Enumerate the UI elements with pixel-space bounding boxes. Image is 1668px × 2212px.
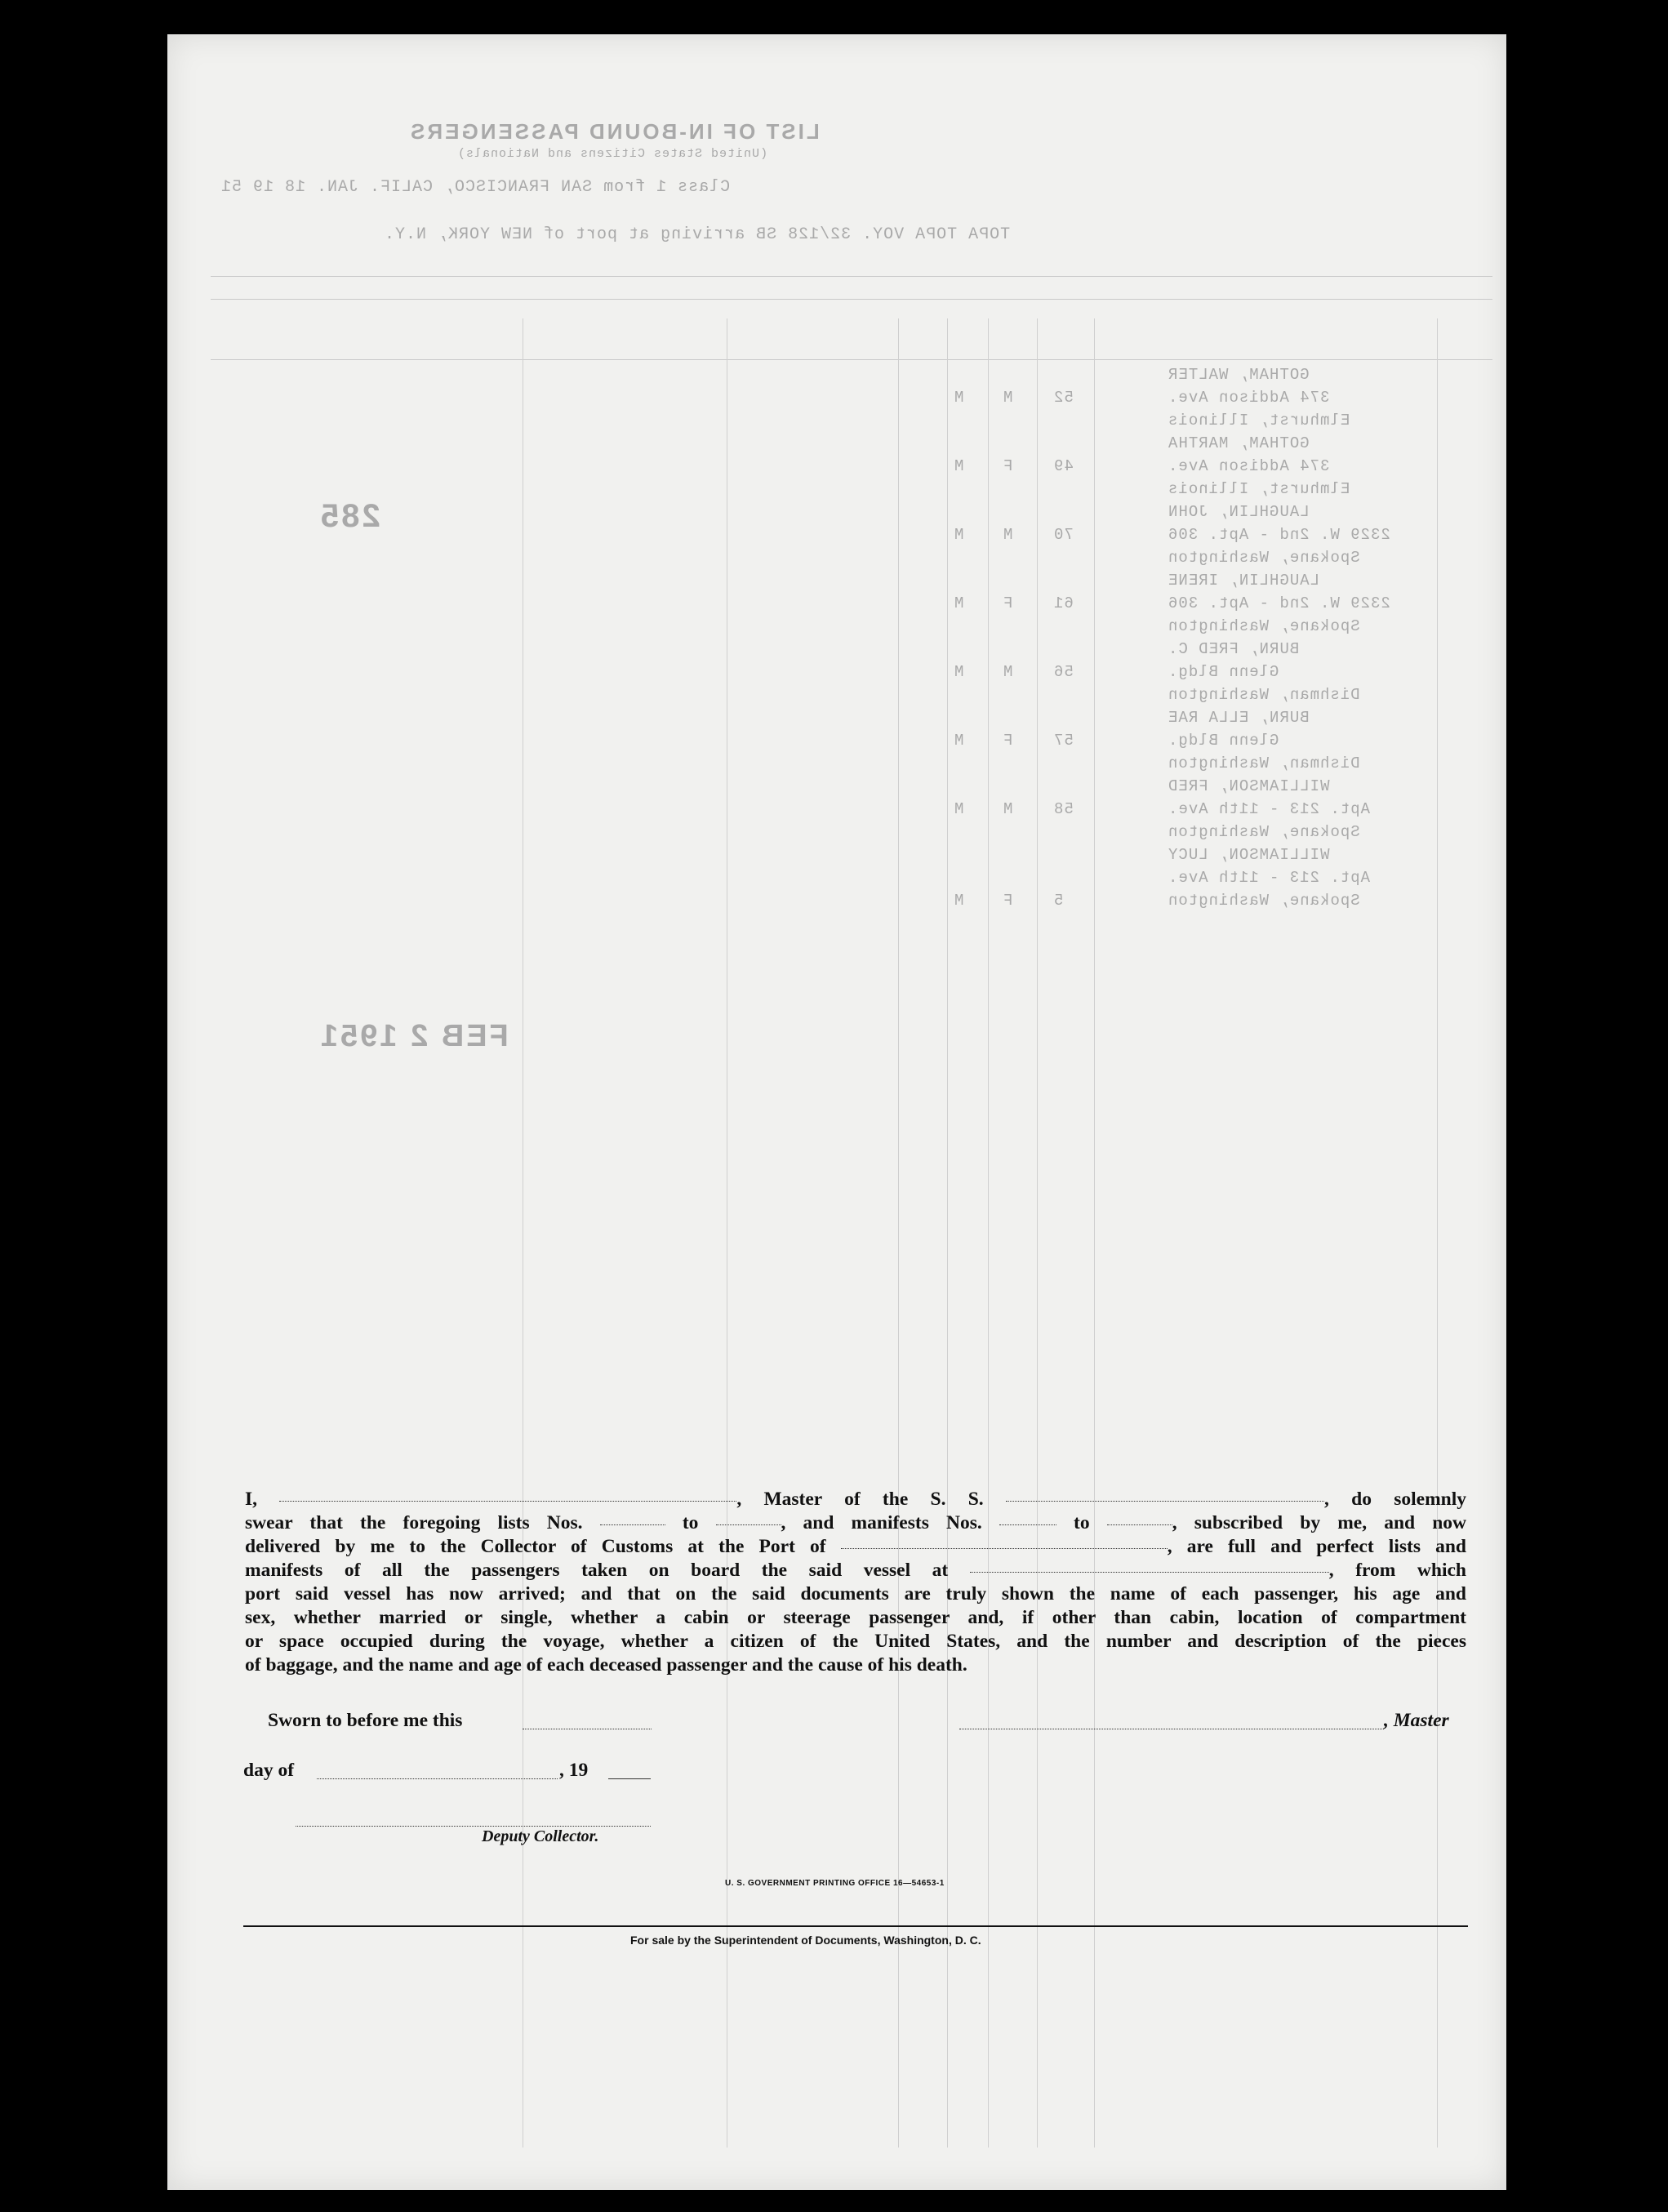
bleed-sex: F [1003,594,1013,612]
bleed-age: 5 [1053,892,1064,910]
sworn-label: Sworn to before me this [268,1710,463,1731]
oath-text: I, [245,1489,258,1510]
deputy-collector-label [482,1827,598,1846]
bleed-passenger-line: 374 Addison Ave. [1168,389,1330,407]
oath-text: delivered by me to the Collector of Customs at the Port of [245,1536,826,1557]
blank-list-from [600,1524,665,1525]
bleed-column-rule [988,318,989,2147]
bleed-age: 52 [1053,389,1074,407]
bleed-age: 49 [1053,457,1074,475]
bleed-sex: M [1003,663,1013,681]
oath-text: swear that the foregoing lists Nos. [245,1512,583,1533]
blank-master-name [279,1500,736,1502]
bleed-passenger-line: WILLIAMSON, FRED [1168,777,1330,795]
blank-list-to [716,1524,781,1525]
bleed-sex: F [1003,457,1013,475]
bleed-rule [211,276,1492,277]
master-label [1384,1710,1449,1732]
bleed-passenger-line: Spokane, Washington [1168,617,1360,635]
bleed-married: M [954,892,964,910]
bleed-married: M [954,594,964,612]
bleed-column-rule [1037,318,1038,2147]
bleed-passenger-line: WILLIAMSON, LUCY [1168,846,1330,864]
blank-vessel-name [1006,1500,1324,1502]
master-oath [245,1488,1466,1677]
oath-text: manifests of all the passengers taken on board the said vessel at [245,1560,949,1581]
bleed-passenger-line: BURN, FRED C. [1168,640,1300,658]
bleed-passenger-line: BURN, ELLA RAE [1168,709,1310,727]
bleed-passenger-line: Glenn Bldg. [1168,732,1279,750]
blank-manifest-from [999,1524,1056,1525]
gpo-imprint: U. S. GOVERNMENT PRINTING OFFICE 16—54653-1 [725,1879,945,1888]
day-of-blank [317,1778,558,1779]
oath-text: , and manifests Nos. [781,1512,982,1533]
punch-hole [1529,221,1572,264]
bleed-passenger-line: 2329 W. 2nd - Apt. 306 [1168,594,1390,612]
bleed-age: 57 [1053,732,1074,750]
bleed-sex: F [1003,732,1013,750]
deputy-collector-text: Deputy Collector. [482,1827,599,1845]
day-of-label: day of [243,1760,295,1781]
bleed-rule [211,359,1492,360]
punch-hole [1540,1582,1582,1625]
oath-line [245,1535,1466,1559]
bleed-stamp-number: 285 [318,498,380,534]
punch-hole [1546,2090,1588,2133]
footer-rule [243,1925,1468,1927]
deputy-signature-blank [296,1826,651,1827]
bleed-date-stamp: FEB 2 1951 [318,1019,509,1053]
oath-text: , are full and perfect lists and [1167,1536,1466,1557]
bleed-age: 70 [1053,526,1074,544]
bleed-passenger-line: Elmhurst, Illinois [1168,480,1350,498]
bleed-passenger-line: Glenn Bldg. [1168,663,1279,681]
bleed-passenger-line: Apt. 213 - 11th Ave. [1168,869,1371,887]
punch-hole [1551,734,1594,777]
oath-line: or space occupied during the voyage, whether a citizen of the United States, and the number and description of the pieces [245,1631,1466,1652]
bleed-rule [211,299,1492,300]
oath-line: port said vessel has now arrived; and that on the said documents are truly shown the name of each passenger, his age and [245,1583,1466,1604]
bleed-column-rule [947,318,948,2147]
bleed-married: M [954,389,964,407]
bleed-column-rule [1437,318,1438,2147]
year-blank [608,1778,651,1779]
bleed-age: 61 [1053,594,1074,612]
master-label-text: , Master [1384,1710,1449,1731]
bleed-header: LIST OF IN-BOUND PASSENGERS [408,119,820,144]
blank-port [841,1547,1168,1549]
bleed-married: M [954,800,964,818]
bleed-passenger-line: Dishman, Washington [1168,686,1360,704]
bleed-sex: M [1003,389,1013,407]
punch-hole [1556,1643,1599,1685]
bleed-passenger-line: Elmhurst, Illinois [1168,412,1350,429]
bleed-column-rule [898,318,899,2147]
oath-line [245,1559,1466,1582]
bleed-married: M [954,663,964,681]
punch-hole [1546,601,1588,643]
blank-departure-port [970,1571,1329,1573]
bleed-passenger-line: GOTHAM, MARTHA [1168,434,1310,452]
for-sale-notice: For sale by the Superintendent of Documents, Washington, D. C. [630,1934,981,1947]
punch-hole [1537,1453,1580,1496]
bleed-sex: M [1003,800,1013,818]
oath-line [245,1511,1466,1535]
bleed-column-rule [1094,318,1095,2147]
punch-hole [1528,93,1571,136]
bleed-passenger-line: Apt. 213 - 11th Ave. [1168,800,1371,818]
bleed-from-line: Class 1 from SAN FRANCISCO, CALIF. JAN. 18 19 51 [220,178,731,197]
bleed-passenger-line: 374 Addison Ave. [1168,457,1330,475]
bleed-age: 58 [1053,800,1074,818]
bleed-subheader: (United States Citizens and Nationals) [457,147,768,161]
blank-manifest-to [1107,1524,1172,1525]
oath-line: sex, whether married or single, whether a cabin or steerage passenger and, if other than cabin, location of compartment [245,1607,1466,1628]
oath-text: , Master of the S. S. [736,1489,984,1510]
bleed-passenger-line: Spokane, Washington [1168,892,1360,910]
bleed-voyage-line: TOPA TOPA VOY. 32/128 SB arriving at port of NEW YORK, N.Y. [384,225,1011,244]
oath-line: of baggage, and the name and age of each deceased passenger and the cause of his death. [245,1654,967,1676]
bleed-passenger-line: LAUGHLIN, JOHN [1168,503,1310,521]
oath-text: to [1074,1512,1090,1533]
bleed-passenger-line: Dishman, Washington [1168,754,1360,772]
bleed-passenger-line: Spokane, Washington [1168,823,1360,841]
punch-hole [1546,1959,1588,2001]
bleed-age: 56 [1053,663,1074,681]
year-prefix: , 19 [559,1760,589,1781]
bleed-married: M [954,732,964,750]
bleed-passenger-line: GOTHAM, WALTER [1168,366,1310,384]
manifest-sheet [167,34,1506,2190]
bleed-passenger-line: LAUGHLIN, IRENE [1168,572,1320,590]
oath-text: , subscribed by me, and now [1172,1512,1467,1533]
oath-text: to [682,1512,699,1533]
bleed-passenger-line: Spokane, Washington [1168,549,1360,567]
oath-text: , do solemnly [1323,1489,1466,1510]
bleed-sex: F [1003,892,1013,910]
bleed-sex: M [1003,526,1013,544]
bleed-married: M [954,526,964,544]
oath-text: , from which [1328,1560,1466,1581]
punch-hole [1546,501,1588,544]
bleed-passenger-line: 2329 W. 2nd - Apt. 306 [1168,526,1390,544]
oath-line [245,1488,1466,1511]
bleed-married: M [954,457,964,475]
